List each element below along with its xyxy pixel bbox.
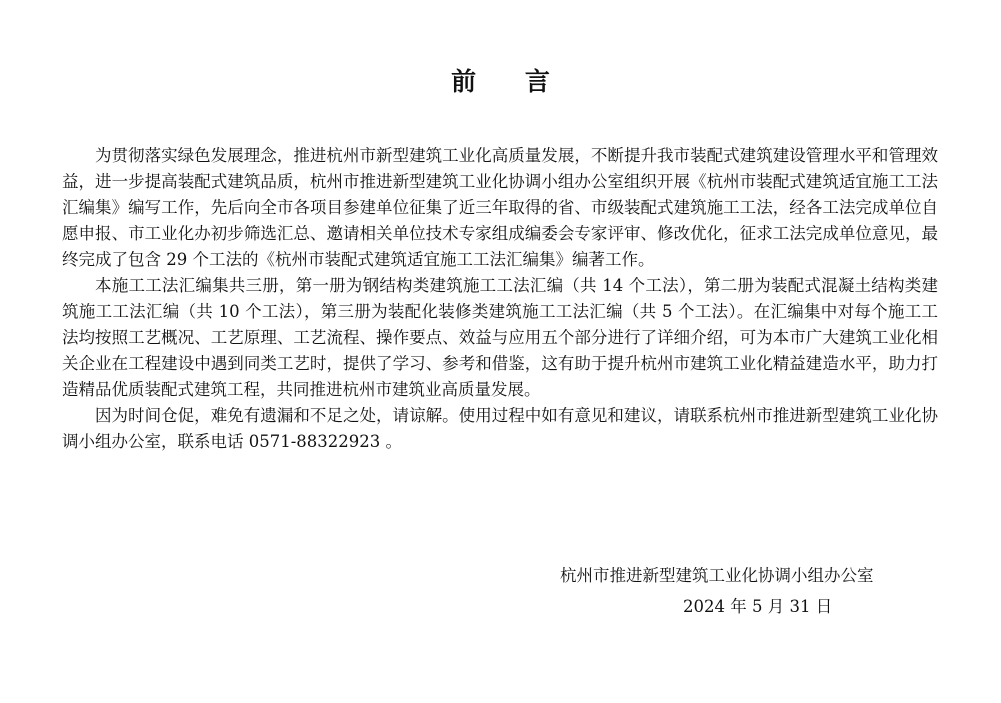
paragraph-3: 因为时间仓促，难免有遗漏和不足之处，请谅解。使用过程中如有意见和建议，请联系杭州市推进新型建筑工业化协调小组办公室，联系电话 0571-88322923 。 (62, 406, 938, 451)
page-title: 前 言 (451, 67, 570, 96)
signature-date: 2024 年 5 月 31 日 (683, 597, 833, 616)
preface-body (62, 143, 938, 455)
paragraph-1: 为贯彻落实绿色发展理念，推进杭州市新型建筑工业化高质量发展，不断提升我市装配式建筑建设管理水平和管理效益，进一步提高装配式建筑品质，杭州市推进新型建筑工业化协调小组办公室组织开展《杭州市装配式建筑适宜施工工法汇编集》编写工作，先后向全市各项目参建单位征集了近三年取得的省、市级装配式建筑施工工法，经各工法完成单位自愿申报、市工业化办初步筛选汇总、邀请相关单位技术专家组成编委会专家评审、修改优化，征求工法完成单位意见，最终完成了包含 29 个工法的《杭州市装配式建筑适宜施工工法汇编集》编著工作。 (62, 146, 938, 269)
signature-block (560, 560, 930, 622)
paragraph-2: 本施工工法汇编集共三册，第一册为钢结构类建筑施工工法汇编（共 14 个工法），第二册为装配式混凝土结构类建筑施工工法汇编（共 10 个工法），第三册为装配化装修类建筑施工工法汇编（共 5 个工法）。在汇编集中对每个施工工法均按照工艺概况、工艺原理、工艺流程、操作要点、效益与应用五个部分进行了详细介绍，可为本市广大建筑工业化相关企业在工程建设中遇到同类工艺时，提供了学习、参考和借鉴，这有助于提升杭州市建筑工业化精益建造水平，助力打造精品优质装配式建筑工程，共同推进杭州市建筑业高质量发展。 (62, 276, 938, 399)
signature-organization: 杭州市推进新型建筑工业化协调小组办公室 (560, 566, 874, 585)
